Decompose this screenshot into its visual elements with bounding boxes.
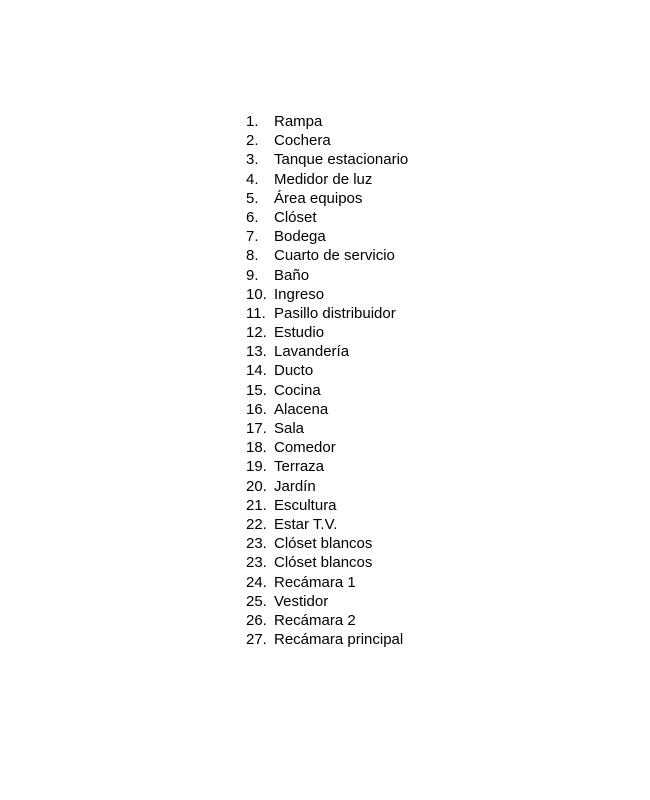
list-item [246,457,408,476]
list-item [246,246,408,265]
list-item [246,515,408,534]
item-number: 14. [246,362,267,380]
item-number: 15. [246,381,267,399]
item-label: Ducto [274,362,314,380]
item-number: 3. [246,151,259,169]
list-item [246,323,408,342]
list-item [246,573,408,592]
item-label: Bodega [274,228,326,246]
list-item [246,419,408,438]
item-number: 9. [246,266,259,284]
item-label: Recámara 1 [274,573,356,591]
item-number: 19. [246,458,267,476]
item-number: 16. [246,400,267,418]
item-label: Cochera [274,132,331,150]
item-number: 22. [246,515,267,533]
list-item [246,342,408,361]
item-label: Pasillo distribuidor [274,304,396,322]
item-label: Estar T.V. [274,515,338,533]
list-item [246,227,408,246]
list-item [246,170,408,189]
item-number: 12. [246,324,267,342]
list-item [246,477,408,496]
item-number: 7. [246,228,259,246]
item-number: 17. [246,420,267,437]
item-label: Comedor [274,439,336,457]
item-number: 10. [246,285,267,303]
list-item [246,266,408,285]
list-item [246,438,408,457]
item-label: Jardín [274,477,316,495]
list-item [246,592,408,611]
item-label: Vestidor [274,592,329,610]
item-label: Ingreso [274,285,325,303]
item-number: 24. [246,573,267,591]
item-label: Escultura [274,496,337,514]
item-number: 11. [246,304,266,322]
item-label: Estudio [274,324,325,342]
item-label: Tanque estacionario [274,151,409,169]
list-item [246,630,408,649]
list-item [246,112,408,131]
item-number: 8. [246,247,259,265]
item-number: 26. [246,611,267,629]
list-item [246,131,408,150]
item-number: 4. [246,170,259,188]
item-number: 2. [246,132,259,150]
list-item [246,208,408,227]
item-number: 1. [246,113,259,130]
list-item [246,285,408,304]
item-number: 23. [246,535,267,553]
item-number: 27. [246,631,267,649]
list-item [246,304,408,323]
item-number: 18. [246,439,267,457]
item-number: 6. [246,208,259,226]
list-item [246,611,408,630]
item-label: Lavandería [274,343,350,361]
item-label: Alacena [274,400,329,418]
item-label: Cocina [274,381,321,399]
item-label: Recámara 2 [274,611,356,629]
list-item [246,400,408,419]
list-item [246,496,408,515]
list-item [246,381,408,400]
item-label: Rampa [274,113,323,130]
item-number: 23. [246,554,267,572]
item-label: Área equipos [274,189,363,207]
list-item [246,150,408,169]
item-label: Medidor de luz [274,170,373,188]
item-number: 5. [246,189,259,207]
list-item [246,189,408,208]
item-label: Clóset [274,208,317,226]
item-label: Cuarto de servicio [274,247,395,265]
item-label: Baño [274,266,310,284]
item-label: Clóset blancos [274,554,373,572]
list-item [246,534,408,553]
item-label: Clóset blancos [274,535,373,553]
list-item [246,361,408,380]
room-legend-list [246,112,408,649]
item-number: 13. [246,343,267,361]
item-label: Recámara principal [274,631,404,649]
item-label: Sala [274,420,305,437]
item-number: 20. [246,477,267,495]
item-number: 21. [246,496,267,514]
list-item [246,553,408,572]
item-label: Terraza [274,458,325,476]
item-number: 25. [246,592,267,610]
